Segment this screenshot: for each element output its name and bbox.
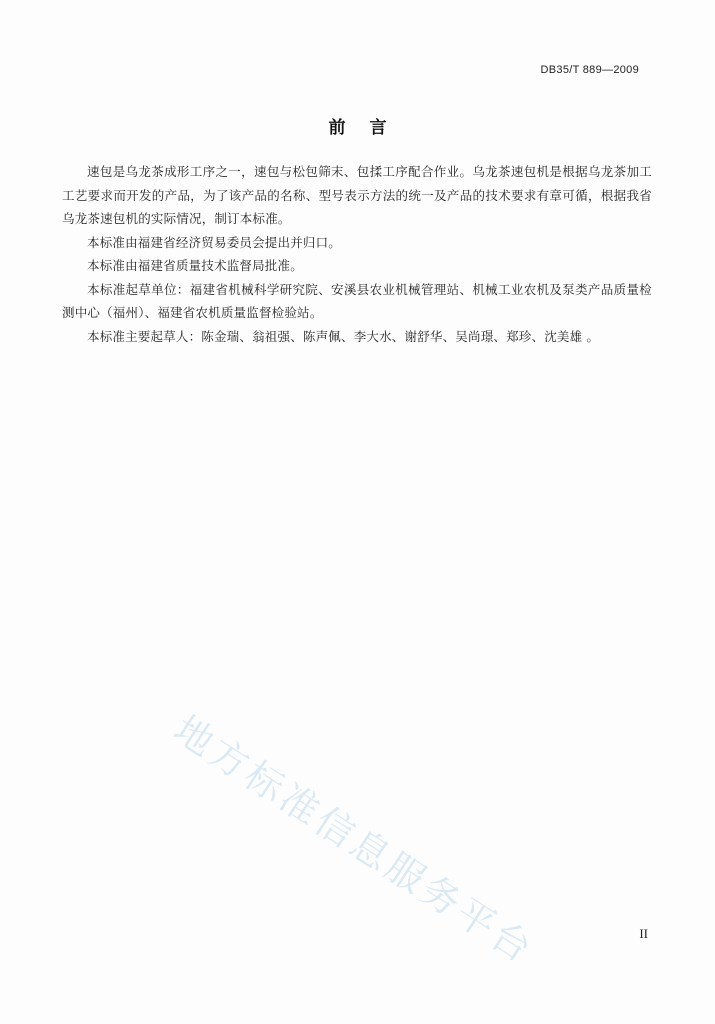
paragraph-intro: 速包是乌龙茶成形工序之一，速包与松包筛末、包揉工序配合作业。乌龙茶速包机是根据乌龙茶加工工艺要求而开发的产品，为了该产品的名称、型号表示方法的统一及产品的技术要求有章可循，根据我省乌龙茶速包机的实际情况，制订本标准。 [62, 164, 652, 226]
paragraph-approver: 本标准由福建省质量技术监督局批准。 [87, 258, 303, 273]
page-number: II [639, 926, 648, 941]
paragraph-drafters: 本标准主要起草人：陈金瑞、翁祖强、陈声佩、李大水、谢舒华、吴尚璟、郑珍、沈美雄 。 [87, 328, 600, 344]
page-title: 前言 [328, 118, 411, 138]
foreword-body [62, 160, 652, 348]
watermark: 地方标准信息服务平台 [166, 706, 543, 973]
paragraph-proposer: 本标准由福建省经济贸易委员会提出并归口。 [87, 234, 342, 250]
paragraph-drafting-units: 本标准起草单位：福建省机械科学研究院、安溪县农业机械管理站、机械工业农机及泵类产品质量检测中心（福州）、福建省农机质量监督检验站。 [62, 281, 652, 320]
standard-code: DB35/T 889—2009 [540, 64, 639, 76]
